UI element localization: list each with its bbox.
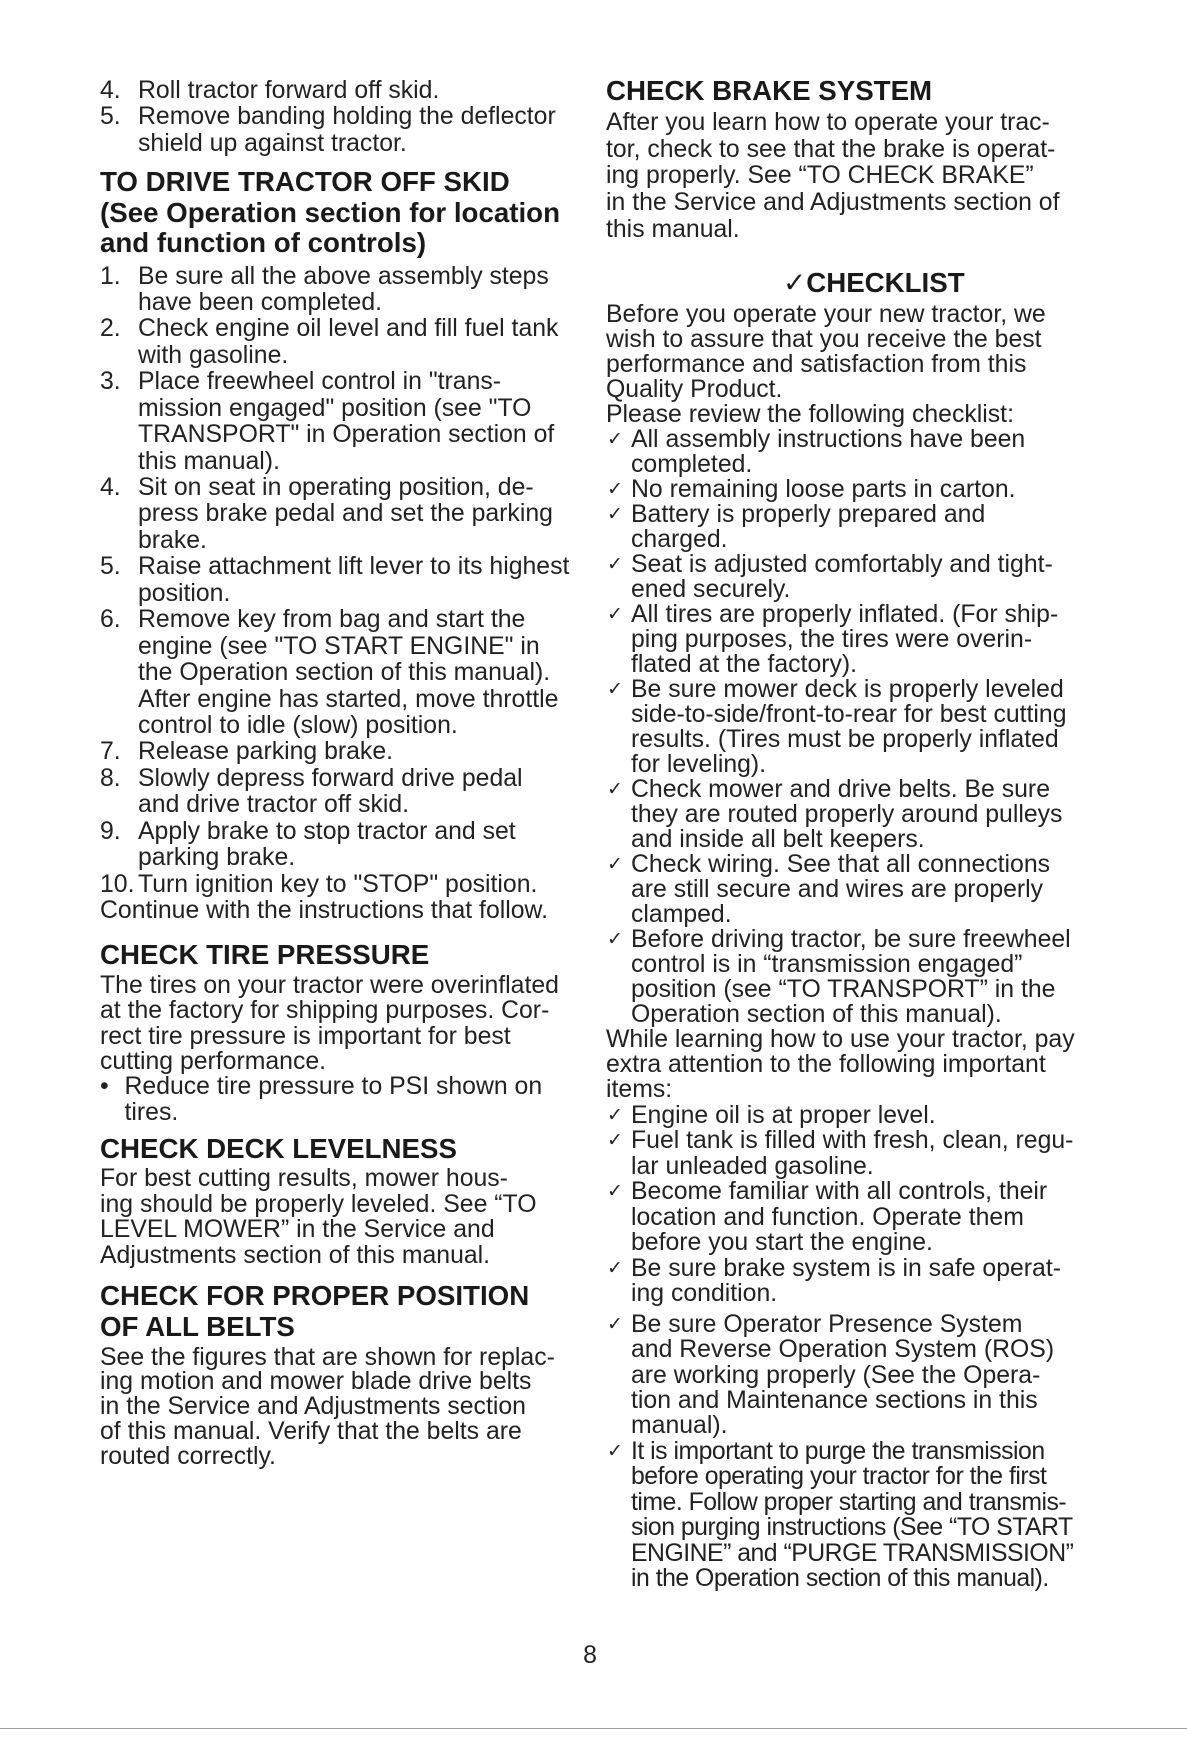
item-text-line: Place freewheel control in "trans- — [138, 368, 502, 396]
checklist-item — [606, 1256, 1106, 1307]
item-text-line: TRANSPORT" in Operation section of — [138, 421, 555, 449]
item-text-line: brake. — [138, 526, 207, 554]
item-text-line: Fuel tank is filled with fresh, clean, regu- — [631, 1127, 1074, 1155]
check-belts-heading — [100, 1280, 580, 1342]
item-text-line: and Reverse Operation System (ROS) — [631, 1336, 1055, 1364]
paragraph-line: See the figures that are shown for replac- — [100, 1343, 555, 1371]
paragraph-line: Please review the following checklist: — [606, 401, 1014, 428]
numbered-step — [100, 78, 580, 104]
item-text-line: side-to-side/front-to-rear for best cutting — [631, 701, 1067, 728]
heading-line: CHECK FOR PROPER POSITION — [100, 1280, 530, 1311]
step-number: 5. — [100, 553, 121, 581]
paragraph-line: ing motion and mower blade drive belts — [100, 1368, 532, 1396]
item-text-line: All tires are properly inflated. (For ship- — [631, 601, 1059, 628]
checkmark-icon: ✓ — [607, 553, 623, 575]
step-number: 1. — [100, 262, 121, 290]
checklist-item — [606, 552, 1106, 602]
paragraph-line: Adjustments section of this manual. — [100, 1241, 491, 1269]
numbered-step — [100, 554, 580, 607]
paragraph-line: performance and satisfaction from this — [606, 351, 1027, 378]
item-text-line: the Operation section of this manual). — [138, 659, 551, 687]
paragraph-line: The tires on your tractor were overinflated — [100, 972, 559, 999]
item-text-line: manual). — [631, 1412, 728, 1440]
bullet-item — [100, 1074, 580, 1125]
item-text-line: Sit on seat in operating position, de- — [138, 474, 534, 501]
checklist-item — [606, 927, 1106, 1027]
item-text-line: position (see “TO TRANSPORT” in the — [631, 976, 1056, 1003]
checkmark-icon: ✓ — [607, 1104, 623, 1126]
item-text-line: tires. — [124, 1098, 179, 1126]
drive-off-skid-heading — [100, 167, 580, 259]
checklist-items — [606, 427, 1106, 1027]
paragraph-line: tor, check to see that the brake is operat- — [606, 135, 1056, 163]
item-text-line: they are routed properly around pulleys — [631, 801, 1063, 828]
item-text-line: Raise attachment lift lever to its highest — [138, 553, 570, 581]
heading-line: and function of controls) — [100, 227, 427, 259]
paragraph-line: in the Service and Adjustments section — [100, 1393, 526, 1421]
item-text-line: Slowly depress forward drive pedal — [138, 764, 523, 792]
drive-off-skid-steps — [100, 264, 580, 899]
learning-intro — [606, 1027, 1106, 1102]
item-text-line: ping purposes, the tires were overin- — [631, 626, 1033, 653]
item-text-line: sion purging instructions (See “TO START — [631, 1514, 1073, 1542]
item-text-line: ened securely. — [631, 576, 791, 603]
item-text-line: are still secure and wires are properly — [631, 876, 1044, 903]
page-number: 8 — [583, 1642, 597, 1669]
item-text-line: mission engaged" position (see "TO — [138, 394, 532, 422]
checklist-item — [606, 1128, 1106, 1179]
checklist-item — [606, 502, 1106, 552]
check-tire-pressure-heading: CHECK TIRE PRESSURE — [100, 938, 430, 970]
paragraph-line: ing properly. See “TO CHECK BRAKE” — [606, 162, 1034, 190]
numbered-step — [100, 316, 580, 369]
item-text-line: ing condition. — [631, 1280, 778, 1308]
drive-off-skid-section — [100, 264, 580, 925]
checklist-item — [606, 852, 1106, 927]
item-text-line: ENGINE” and “PURGE TRANSMISSION” — [631, 1539, 1074, 1567]
checkmark-icon: ✓ — [607, 478, 623, 500]
checkmark-icon: ✓ — [607, 1439, 623, 1462]
checkmark-icon: ✓ — [607, 603, 623, 625]
item-text-line: Battery is properly prepared and — [631, 501, 986, 528]
item-text-line: charged. — [631, 526, 728, 553]
item-text-line: and inside all belt keepers. — [631, 826, 925, 853]
item-text-line: Be sure mower deck is properly leveled — [631, 676, 1064, 703]
step-number: 7. — [100, 738, 121, 766]
item-text-line: before operating your tractor for the first — [631, 1463, 1047, 1491]
checkmark-icon: ✓ — [607, 428, 623, 450]
item-text-line: After engine has started, move throttle — [138, 685, 559, 713]
item-text-line: Roll tractor forward off skid. — [138, 77, 440, 104]
item-text-line: and drive tractor off skid. — [138, 791, 410, 819]
item-text-line: tion and Maintenance sections in this — [631, 1386, 1038, 1414]
closing-text: Continue with the instructions that follow. — [100, 897, 548, 924]
checkmark-icon: ✓ — [607, 1180, 623, 1203]
item-text-line: Check engine oil level and fill fuel tank — [138, 315, 559, 343]
heading-line: OF ALL BELTS — [100, 1311, 295, 1343]
item-text-line: Engine oil is at proper level. — [631, 1102, 936, 1129]
item-text-line: Seat is adjusted comfortably and tight- — [631, 551, 1053, 578]
checklist-item — [606, 602, 1106, 677]
paragraph-line: this manual. — [606, 215, 740, 243]
item-text-line: location and function. Operate them — [631, 1203, 1024, 1231]
numbered-step — [100, 739, 580, 765]
checkmark-icon: ✓ — [607, 1312, 623, 1335]
numbered-step — [100, 264, 580, 317]
paragraph-line: rect tire pressure is important for best — [100, 1022, 511, 1050]
paragraph-line: For best cutting results, mower hous- — [100, 1165, 508, 1192]
checklist-section — [606, 302, 1106, 1102]
item-text-line: this manual). — [138, 447, 280, 475]
item-text-line: control is in “transmission engaged” — [631, 951, 1023, 978]
item-text-line: Turn ignition key to "STOP" position. — [138, 870, 538, 898]
step-number: 4. — [100, 77, 121, 104]
checklist-item — [606, 1439, 1106, 1592]
item-text-line: Be sure Operator Presence System — [631, 1310, 1023, 1338]
check-tire-pressure-section — [100, 973, 580, 1125]
assembly-steps — [100, 78, 580, 157]
item-text-line: completed. — [631, 451, 753, 478]
numbered-step — [100, 872, 580, 898]
item-text-line: Release parking brake. — [138, 738, 394, 766]
item-text-line: parking brake. — [138, 844, 296, 872]
paragraph-line: Before you operate your new tractor, we — [606, 301, 1046, 328]
bullet-marker: • — [100, 1073, 109, 1101]
paragraph-line: cutting performance. — [100, 1048, 327, 1076]
paragraph-line: wish to assure that you receive the best — [606, 326, 1042, 353]
numbered-step — [100, 369, 580, 475]
item-text-line: control to idle (slow) position. — [138, 711, 458, 739]
checklist-intro — [606, 302, 1106, 427]
heading-line: (See Operation section for location — [100, 196, 560, 228]
paragraph-line: Quality Product. — [606, 376, 783, 403]
paragraph-line: After you learn how to operate your trac- — [606, 109, 1050, 136]
step-number: 8. — [100, 764, 121, 792]
item-text-line: Reduce tire pressure to PSI shown on — [124, 1073, 543, 1101]
check-deck-levelness-heading: CHECK DECK LEVELNESS — [100, 1133, 457, 1164]
numbered-step — [100, 475, 580, 554]
heading-line: TO DRIVE TRACTOR OFF SKID — [100, 166, 510, 197]
paragraph-line: ing should be properly leveled. See “TO — [100, 1190, 537, 1218]
item-text-line: press brake pedal and set the parking — [138, 500, 553, 528]
step-number: 2. — [100, 315, 121, 343]
paragraph-line: items: — [606, 1076, 673, 1103]
checkmark-icon: ✓ — [607, 503, 623, 525]
check-deck-levelness-body — [100, 1166, 580, 1268]
item-text-line: It is important to purge the transmission — [631, 1437, 1045, 1465]
check-belts-body — [100, 1343, 580, 1470]
paragraph-line: While learning how to use your tractor, pay — [606, 1026, 1075, 1053]
item-text-line: shield up against tractor. — [138, 129, 407, 157]
checkmark-icon: ✓ — [607, 853, 623, 875]
paragraph-line: in the Service and Adjustments section of — [606, 189, 1060, 217]
check-brake-system-body — [606, 110, 1106, 243]
tire-pressure-bullets — [100, 1074, 580, 1125]
item-text-line: position. — [138, 579, 231, 607]
item-text-line: Check wiring. See that all connections — [631, 851, 1051, 878]
tire-pressure-body — [100, 973, 580, 1074]
item-text-line: have been completed. — [138, 288, 383, 316]
paragraph-line: of this manual. Verify that the belts are — [100, 1417, 522, 1445]
checkmark-icon: ✓ — [607, 1256, 623, 1279]
numbered-step — [100, 104, 580, 157]
step-number: 5. — [100, 103, 121, 131]
item-text-line: Check mower and drive belts. Be sure — [631, 776, 1050, 803]
item-text-line: Remove banding holding the deflector — [138, 103, 556, 131]
step-number: 4. — [100, 474, 121, 501]
checklist-item — [606, 1103, 1106, 1128]
item-text-line: flated at the factory). — [631, 651, 858, 678]
step-number: 6. — [100, 606, 121, 634]
checkmark-icon: ✓ — [607, 678, 623, 700]
checklist-item — [606, 427, 1106, 477]
item-text-line: Before driving tractor, be sure freewheel — [631, 926, 1071, 953]
item-text-line: All assembly instructions have been — [631, 426, 1026, 453]
item-text-line: clamped. — [631, 901, 732, 928]
item-text-line: with gasoline. — [138, 341, 289, 369]
numbered-step — [100, 766, 580, 819]
item-text-line: time. Follow proper starting and transmis- — [631, 1488, 1067, 1516]
item-text-line: in the Operation section of this manual). — [631, 1565, 1049, 1593]
paragraph-line: extra attention to the following important — [606, 1051, 1046, 1078]
paragraph-line: LEVEL MOWER” in the Service and — [100, 1216, 495, 1244]
item-text-line: for leveling). — [631, 751, 767, 778]
item-text-line: results. (Tires must be properly inflated — [631, 726, 1059, 753]
item-text-line: before you start the engine. — [631, 1229, 933, 1257]
item-text-line: Remove key from bag and start the — [138, 606, 526, 634]
checklist-item — [606, 477, 1106, 502]
step-number: 10. — [100, 870, 135, 898]
item-text-line: Be sure brake system is in safe operat- — [631, 1254, 1061, 1282]
item-text-line: Operation section of this manual). — [631, 1001, 1002, 1028]
checkmark-icon: ✓ — [607, 928, 623, 950]
learning-checklist-items — [606, 1103, 1106, 1592]
numbered-step — [100, 819, 580, 872]
checklist-item — [606, 777, 1106, 852]
checkmark-icon: ✓ — [607, 1129, 623, 1152]
checklist-heading: ✓CHECKLIST — [783, 267, 965, 299]
step-number: 3. — [100, 368, 121, 396]
item-text-line: Be sure all the above assembly steps — [138, 262, 549, 290]
numbered-step — [100, 607, 580, 739]
step-number: 9. — [100, 817, 121, 845]
item-text-line: No remaining loose parts in carton. — [631, 476, 1016, 503]
checklist-item — [606, 1312, 1106, 1439]
checkmark-icon: ✓ — [607, 778, 623, 800]
item-text-line: are working properly (See the Opera- — [631, 1361, 1041, 1389]
check-brake-system-heading: CHECK BRAKE SYSTEM — [606, 75, 933, 106]
item-text-line: engine (see "TO START ENGINE" in — [138, 632, 540, 660]
item-text-line: lar unleaded gasoline. — [631, 1152, 874, 1180]
checklist-item — [606, 677, 1106, 777]
item-text-line: Become familiar with all controls, their — [631, 1178, 1048, 1206]
paragraph-line: at the factory for shipping purposes. Cor- — [100, 997, 550, 1025]
paragraph-line: routed correctly. — [100, 1442, 276, 1470]
checklist-item — [606, 1179, 1106, 1255]
bottom-rule — [0, 1728, 1187, 1729]
item-text-line: Apply brake to stop tractor and set — [138, 817, 516, 845]
